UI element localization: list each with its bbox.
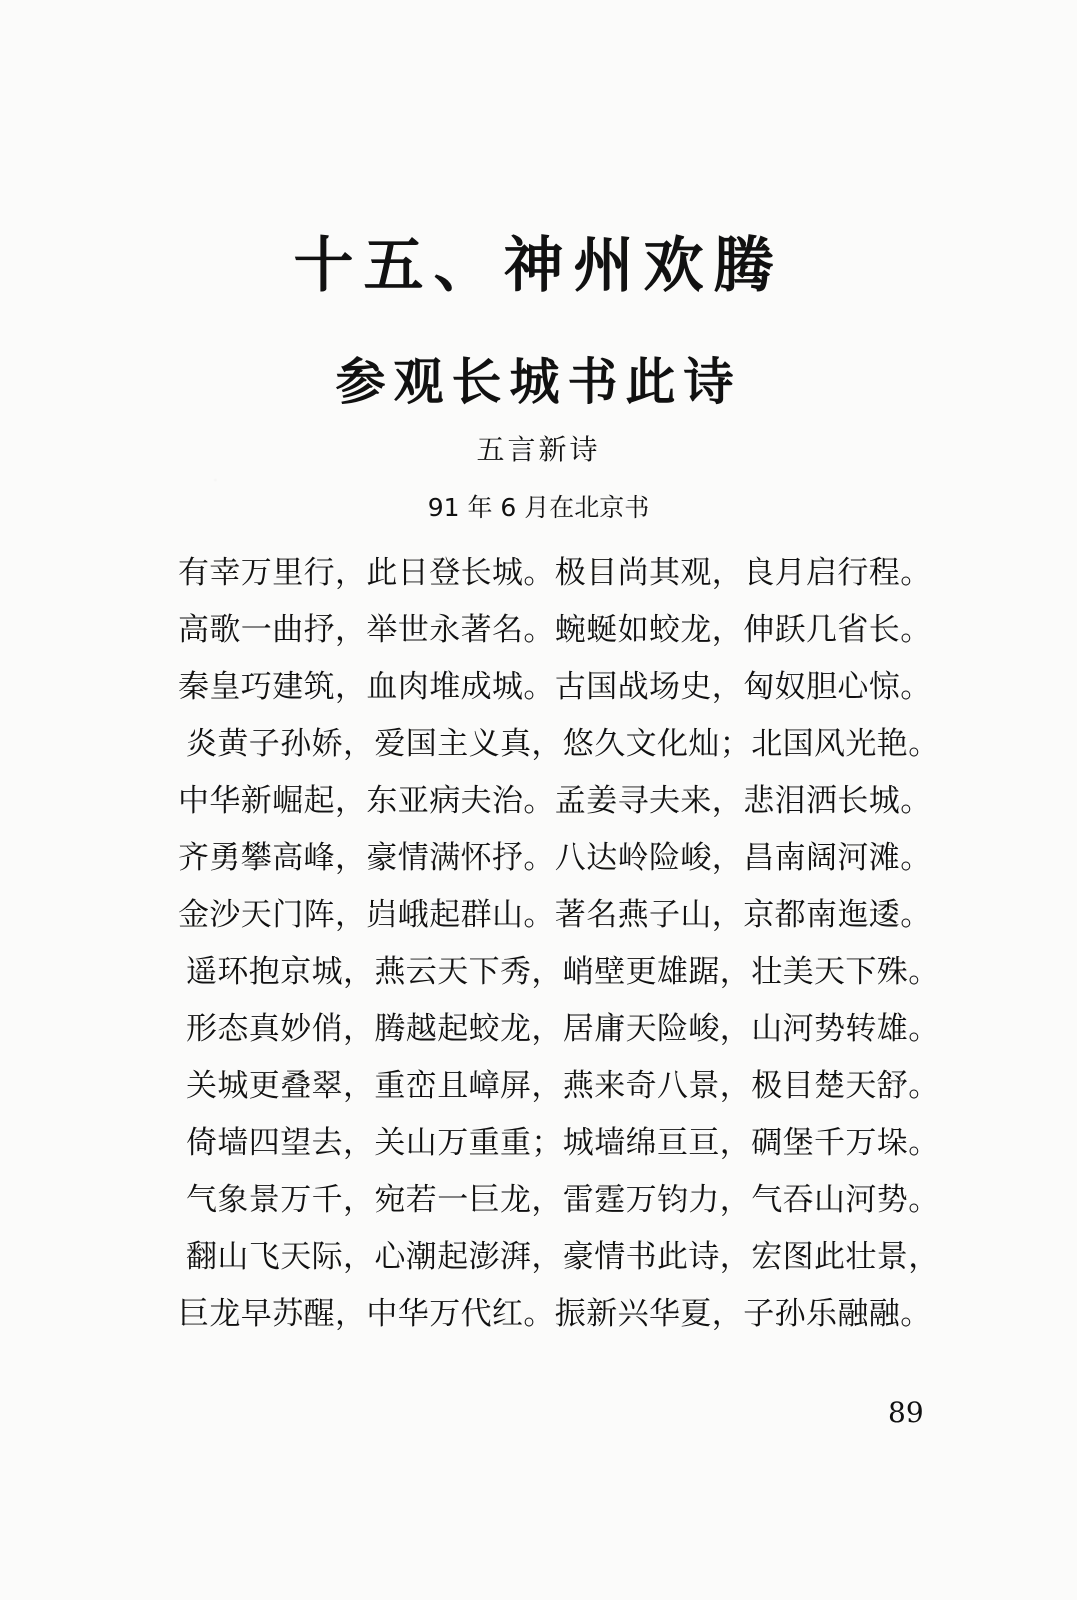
poem-line: 气象景万千，宛若一巨龙，雷霆万钧力，气吞山河势。 xyxy=(186,1182,940,1218)
poem-line: 巨龙早苏醒，中华万代红。振新兴华夏，子孙乐融融。 xyxy=(178,1296,932,1332)
poem-line: 翻山飞天际，心潮起澎湃，豪情书此诗，宏图此壮景， xyxy=(186,1239,940,1275)
poem-line: 齐勇攀高峰，豪情满怀抒。八达岭险峻，昌南阔河滩。 xyxy=(178,840,932,876)
poem-line: 关城更叠翠，重峦且嶂屏，燕来奇八景，极目楚天舒。 xyxy=(186,1068,940,1104)
poem-line: 中华新崛起，东亚病夫治。孟姜寻夫来，悲泪洒长城。 xyxy=(178,783,932,819)
poem-line: 遥环抱京城，燕云天下秀，峭壁更雄踞，壮美天下殊。 xyxy=(186,954,940,990)
poem-date-line: 91 年 6 月在北京书 xyxy=(427,493,650,522)
poem-line: 秦皇巧建筑，血肉堆成城。古国战场史，匈奴胆心惊。 xyxy=(178,669,932,705)
poem-form-label: 五言新诗 xyxy=(476,433,601,466)
poem-title: 参观长城书此诗 xyxy=(335,352,742,411)
poem-line: 有幸万里行，此日登长城。极目尚其观，良月启行程。 xyxy=(178,555,932,591)
poem-line: 形态真妙俏，腾越起蛟龙，居庸天险峻，山河势转雄。 xyxy=(186,1011,940,1047)
poem-line: 高歌一曲抒，举世永著名。蜿蜒如蛟龙，伸跃几省长。 xyxy=(178,612,932,648)
poem-line: 倚墙四望去，关山万重重；城墙绵亘亘，碉堡千万垛。 xyxy=(186,1125,940,1161)
poem-line: 金沙天门阵，岿峨起群山。著名燕子山，京都南迤逶。 xyxy=(178,897,932,933)
page-number: 89 xyxy=(888,1396,924,1429)
poem-line: 炎黄子孙娇，爱国主义真，悠久文化灿；北国风光艳。 xyxy=(186,726,940,762)
poem-body xyxy=(178,545,938,1343)
chapter-title: 十五、神州欢腾 xyxy=(293,231,784,301)
